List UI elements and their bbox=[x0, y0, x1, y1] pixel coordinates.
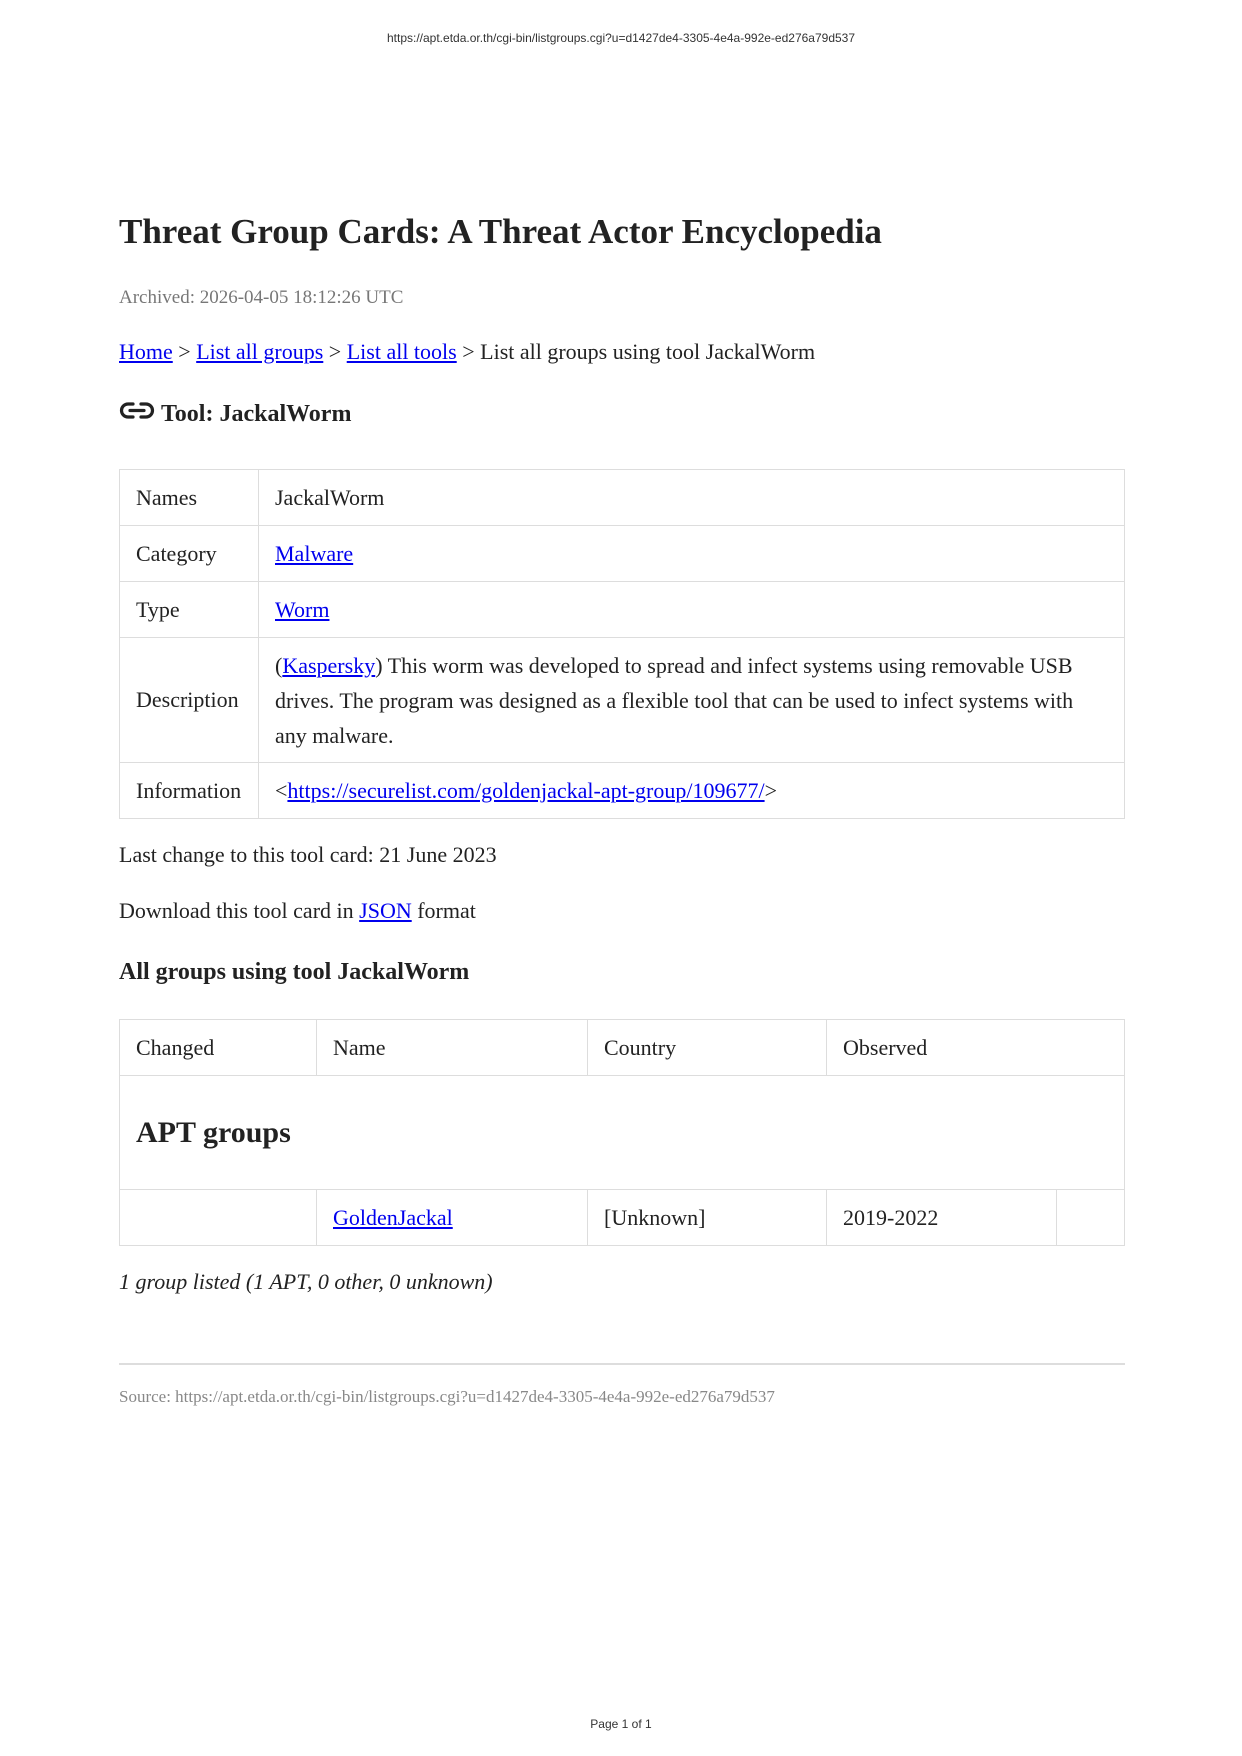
page-number: Page 1 of 1 bbox=[590, 1717, 652, 1731]
group-observed-cell: 2019-2022 bbox=[827, 1190, 1057, 1246]
tool-row-description bbox=[120, 638, 1125, 763]
breadcrumb-list-tools-link[interactable]: List all tools bbox=[346, 339, 457, 364]
breadcrumb-list-groups-link[interactable]: List all groups bbox=[196, 339, 324, 364]
groups-section-row bbox=[120, 1076, 1125, 1190]
last-change-text: Last change to this tool card: 21 June 2023 bbox=[119, 842, 497, 867]
description-source-link[interactable]: Kaspersky bbox=[282, 652, 376, 678]
groups-table bbox=[119, 1019, 1125, 1246]
download-line bbox=[119, 898, 476, 924]
column-header-name: Name bbox=[317, 1020, 588, 1076]
tool-label-description: Description bbox=[120, 638, 259, 763]
tool-label-type: Type bbox=[120, 582, 259, 638]
group-country-cell: [Unknown] bbox=[588, 1190, 827, 1246]
column-header-observed: Observed bbox=[827, 1020, 1125, 1076]
category-link[interactable]: Malware bbox=[275, 540, 354, 566]
tool-row-type bbox=[120, 582, 1125, 638]
tool-row-information bbox=[120, 763, 1125, 819]
groups-header-row bbox=[120, 1020, 1125, 1076]
breadcrumb-current: List all groups using tool JackalWorm bbox=[480, 339, 816, 364]
group-name-cell bbox=[317, 1190, 588, 1246]
print-header-url: https://apt.etda.or.th/cgi-bin/listgroups.cgi?u=d1427de4-3305-4e4a-992e-ed276a79d537 bbox=[386, 31, 856, 45]
divider bbox=[119, 1363, 1125, 1365]
tool-information-value: <https://securelist.com/goldenjackal-apt-group/109677/> bbox=[259, 763, 1125, 819]
group-extra-cell bbox=[1057, 1190, 1125, 1246]
table-row bbox=[120, 1190, 1125, 1246]
archived-timestamp: Archived: 2026-04-05 18:12:26 UTC bbox=[119, 287, 404, 308]
breadcrumb-separator: > bbox=[178, 339, 191, 364]
breadcrumb bbox=[119, 339, 815, 365]
group-link-goldenjackal[interactable]: GoldenJackal bbox=[333, 1204, 453, 1230]
information-url-link[interactable]: https://securelist.com/goldenjackal-apt-group/109677/ bbox=[287, 777, 765, 803]
description-text: This worm was developed to spread and infect systems using removable USB drives. The program was designed as a flexible tool that can be used to infect systems with any malware. bbox=[275, 652, 1074, 748]
breadcrumb-home-link[interactable]: Home bbox=[119, 339, 173, 364]
page-title: Threat Group Cards: A Threat Actor Encyclopedia bbox=[119, 212, 882, 251]
tool-description-value: (Kaspersky) This worm was developed to spread and infect systems using removable USB drives. The program was designed as a flexible tool that can be used to infect systems with any malware. bbox=[259, 638, 1125, 763]
tool-heading-text: Tool: JackalWorm bbox=[161, 401, 352, 427]
column-header-changed: Changed bbox=[120, 1020, 317, 1076]
tool-row-names bbox=[120, 470, 1125, 526]
group-changed-cell bbox=[120, 1190, 317, 1246]
breadcrumb-separator: > bbox=[328, 339, 342, 364]
column-header-country: Country bbox=[588, 1020, 827, 1076]
type-link[interactable]: Worm bbox=[275, 596, 330, 622]
tool-heading bbox=[119, 400, 351, 428]
breadcrumb-separator: > bbox=[462, 339, 475, 364]
link-icon bbox=[119, 400, 155, 422]
tool-row-category bbox=[120, 526, 1125, 582]
tool-names-value: JackalWorm bbox=[259, 470, 1125, 526]
groups-summary: 1 group listed (1 APT, 0 other, 0 unknown) bbox=[119, 1269, 493, 1294]
section-title-apt-groups: APT groups bbox=[120, 1076, 1125, 1190]
download-prefix: Download this tool card in bbox=[119, 898, 354, 923]
download-suffix: format bbox=[417, 898, 476, 923]
source-url: Source: https://apt.etda.or.th/cgi-bin/listgroups.cgi?u=d1427de4-3305-4e4a-992e-ed276a79d537 bbox=[119, 1387, 775, 1406]
tool-label-category: Category bbox=[120, 526, 259, 582]
tool-label-information: Information bbox=[120, 763, 259, 819]
tool-label-names: Names bbox=[120, 470, 259, 526]
json-download-link[interactable]: JSON bbox=[359, 898, 412, 923]
groups-heading: All groups using tool JackalWorm bbox=[119, 959, 470, 985]
tool-details-table bbox=[119, 469, 1125, 819]
